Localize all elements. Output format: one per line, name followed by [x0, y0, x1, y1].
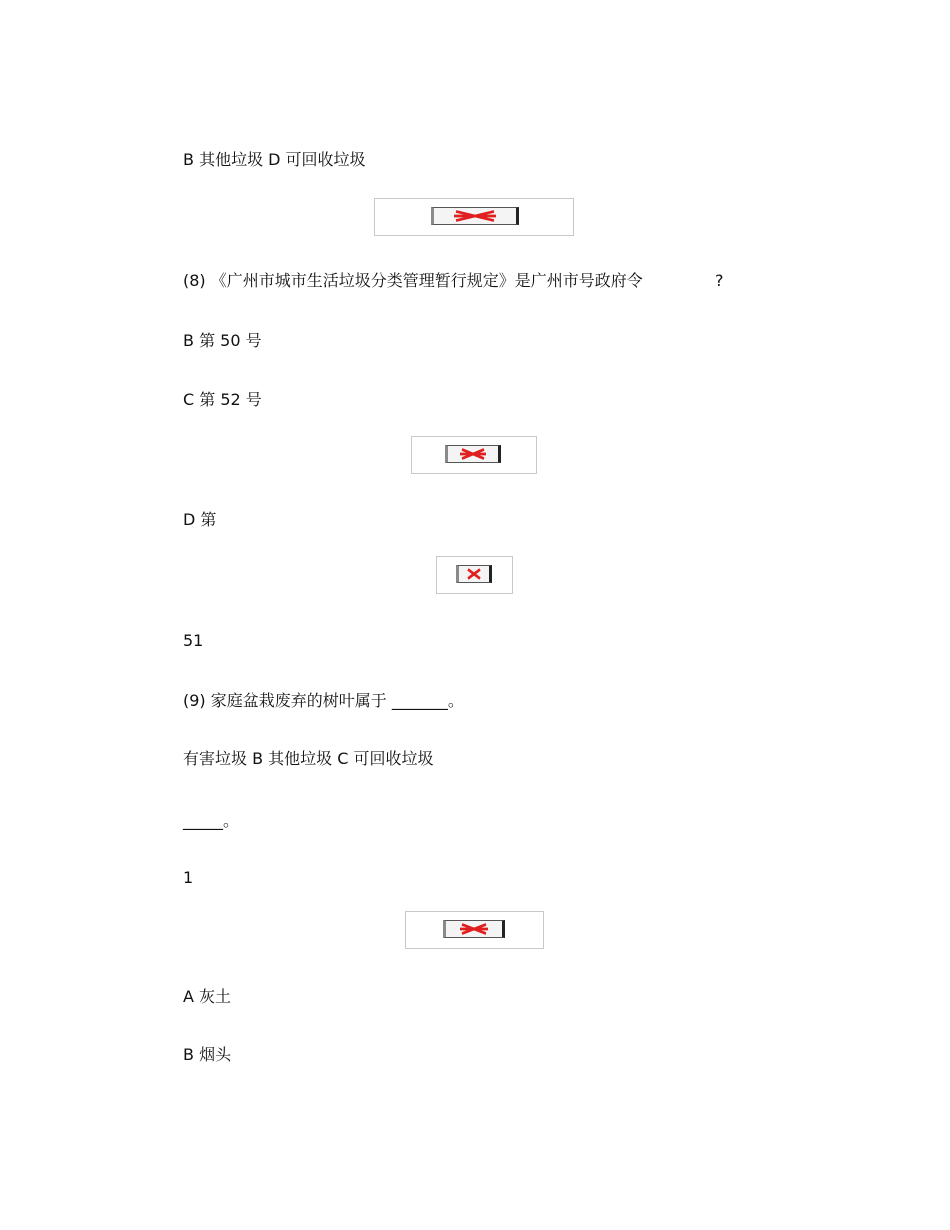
option-b: B 烟头: [183, 1045, 232, 1064]
blank-line: _____。: [183, 811, 240, 830]
question-mark: ?: [715, 271, 724, 290]
broken-image-icon: [431, 207, 519, 225]
broken-image-icon: [456, 565, 492, 583]
broken-image-icon: [445, 445, 501, 463]
text-line: B 其他垃圾 D 可回收垃圾: [183, 150, 366, 169]
question-9: (9) 家庭盆栽废弃的树叶属于 _______。: [183, 691, 464, 710]
image-placeholder: [411, 436, 537, 474]
image-placeholder: [405, 911, 544, 949]
option-a: A 灰土: [183, 987, 232, 1006]
image-placeholder: [374, 198, 574, 236]
question-8: [183, 271, 724, 291]
broken-image-icon: [443, 920, 505, 938]
option-c: C 第 52 号: [183, 390, 262, 409]
text-line: 51: [183, 631, 204, 650]
options-line: 有害垃圾 B 其他垃圾 C 可回收垃圾: [183, 749, 434, 768]
question-text: (8) 《广州市城市生活垃圾分类管理暂行规定》是广州市号政府令: [183, 271, 643, 290]
option-d: D 第: [183, 510, 217, 529]
option-b: B 第 50 号: [183, 331, 262, 350]
image-placeholder: [436, 556, 513, 594]
text-line: 1: [183, 868, 194, 887]
